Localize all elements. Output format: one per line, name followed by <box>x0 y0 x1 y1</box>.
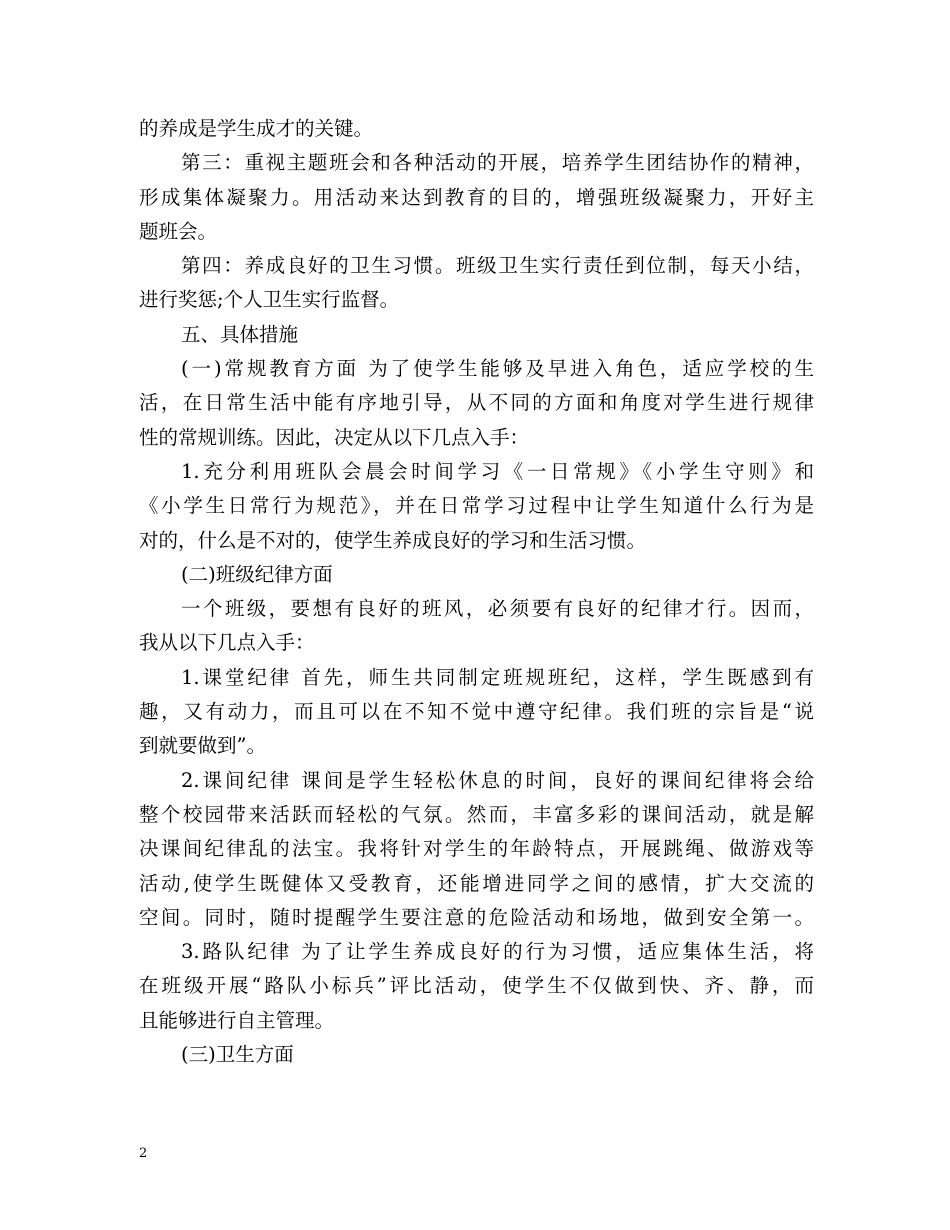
text-line: 1.课堂纪律 首先，师生共同制定班规班纪，这样，学生既感到有 <box>181 665 814 689</box>
text-line: 活，在日常生活中能有序地引导，从不同的方面和角度对学生进行规律 <box>139 391 814 415</box>
page-number: 2 <box>139 1146 148 1161</box>
document-body <box>139 112 814 1072</box>
text-line: 趣，又有动力，而且可以在不知不觉中遵守纪律。我们班的宗旨是“说 <box>139 700 814 724</box>
text-line: 题班会。 <box>139 219 218 243</box>
text-line: 且能够进行自主管理。 <box>139 1008 335 1032</box>
text-line: 整个校园带来活跃而轻松的气氛。然而，丰富多彩的课间活动，就是解 <box>139 802 814 826</box>
text-line: 五、具体措施 <box>181 322 299 346</box>
text-line: 进行奖惩;个人卫生实行监督。 <box>139 288 400 312</box>
text-line: 1.充分利用班队会晨会时间学习《一日常规》《小学生守则》和 <box>181 459 814 483</box>
text-line: 形成集体凝聚力。用活动来达到教育的目的，增强班级凝聚力，开好主 <box>139 185 814 209</box>
text-line: 我从以下几点入手： <box>139 631 315 655</box>
text-line: 活动,使学生既健体又受教育，还能增进同学之间的感情，扩大交流的 <box>139 871 814 895</box>
text-line: 《小学生日常行为规范》，并在日常学习过程中让学生知道什么行为是 <box>139 494 814 518</box>
text-line: 空间。同时，随时提醒学生要注意的危险活动和场地，做到安全第一。 <box>139 905 814 929</box>
text-line: 性的常规训练。因此，决定从以下几点入手： <box>139 425 530 449</box>
text-line: 第四：养成良好的卫生习惯。班级卫生实行责任到位制，每天小结， <box>181 254 814 278</box>
text-line: 第三：重视主题班会和各种活动的开展，培养学生团结协作的精神， <box>181 151 814 175</box>
text-line: (二)班级纪律方面 <box>181 562 333 586</box>
text-line: 2.课间纪律 课间是学生轻松休息的时间，良好的课间纪律将会给 <box>181 768 814 792</box>
text-line: (三)卫生方面 <box>181 1043 294 1067</box>
text-line: 决课间纪律乱的法宝。我将针对学生的年龄特点，开展跳绳、做游戏等 <box>139 837 814 861</box>
text-line: 一个班级，要想有良好的班风，必须要有良好的纪律才行。因而， <box>181 597 814 621</box>
text-line: 3.路队纪律 为了让学生养成良好的行为习惯，适应集体生活，将 <box>181 940 814 964</box>
text-line: 的养成是学生成才的关键。 <box>139 117 374 140</box>
text-line: (一)常规教育方面 为了使学生能够及早进入角色，适应学校的生 <box>181 357 814 381</box>
text-line: 对的，什么是不对的，使学生养成良好的学习和生活习惯。 <box>139 528 647 552</box>
text-line: 到就要做到”。 <box>139 734 266 758</box>
text-line: 在班级开展“路队小标兵”评比活动，使学生不仅做到快、齐、静，而 <box>139 974 814 998</box>
